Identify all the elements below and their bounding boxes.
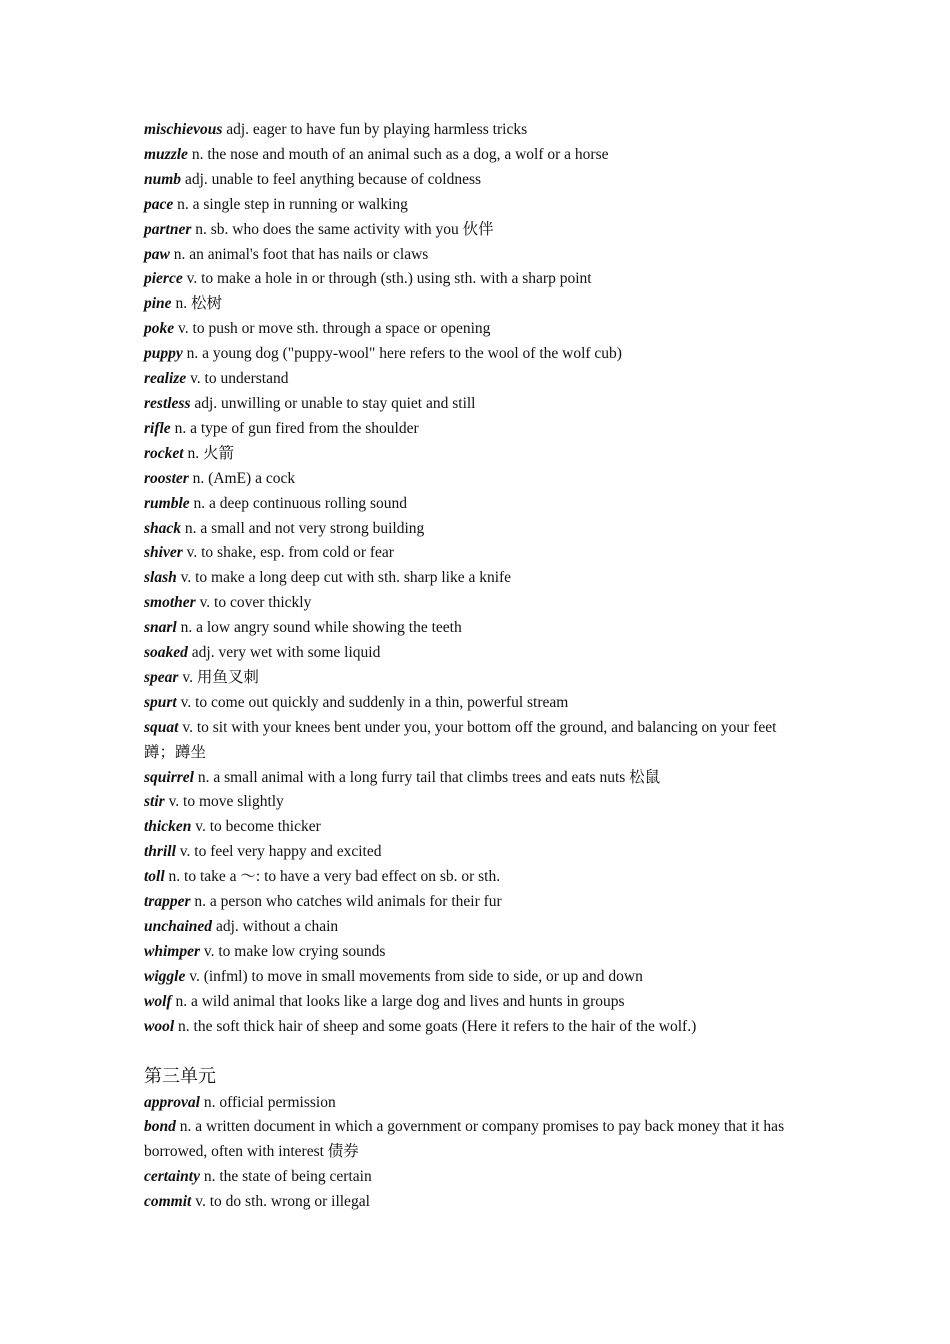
vocab-word: puppy <box>144 345 183 363</box>
vocab-word: soaked <box>144 644 188 662</box>
vocab-word: numb <box>144 170 182 188</box>
vocab-entry <box>144 1091 810 1116</box>
vocab-definition: n. a young dog ("puppy-wool" here refers to the wool of the wolf cub) <box>182 345 622 363</box>
vocab-entry <box>144 317 810 342</box>
vocab-word: stir <box>144 793 165 811</box>
vocab-word: toll <box>144 868 165 886</box>
vocab-word: whimper <box>144 942 200 960</box>
vocab-entry <box>144 467 810 492</box>
vocab-word: wiggle <box>144 967 186 985</box>
vocab-entry <box>144 541 810 566</box>
vocab-entry <box>144 965 810 990</box>
vocab-word: poke <box>144 320 175 338</box>
vocab-entry <box>144 267 810 292</box>
vocab-definition: v. to move slightly <box>164 793 284 811</box>
vocab-definition: n. the state of being certain <box>199 1168 372 1186</box>
vocab-word: snarl <box>144 619 177 637</box>
vocab-word: squat <box>144 718 179 736</box>
vocab-entry <box>144 865 810 890</box>
vocab-word: pace <box>144 195 174 213</box>
vocab-word: paw <box>144 245 170 263</box>
vocabulary-list-unit-3 <box>144 1091 810 1216</box>
vocab-entry <box>144 143 810 168</box>
vocab-definition: adj. without a chain <box>212 918 339 935</box>
vocab-definition: n. a low angry sound while showing the teeth <box>176 619 462 637</box>
vocab-definition: n. a person who catches wild animals for their fur <box>190 893 502 911</box>
vocabulary-list-unit-2 <box>144 118 810 1040</box>
vocab-definition: v. to sit with your knees bent under you, your bottom off the ground, and balancing on your feet 蹲；蹲坐 <box>144 718 777 761</box>
vocab-definition: n. a type of gun fired from the shoulder <box>170 419 419 437</box>
vocab-entry <box>144 566 810 591</box>
vocab-word: wool <box>144 1017 175 1035</box>
vocab-definition: adj. unable to feel anything because of coldness <box>181 170 482 188</box>
vocab-word: approval <box>144 1093 200 1111</box>
vocab-word: unchained <box>144 918 213 935</box>
vocab-definition: v. to do sth. wrong or illegal <box>191 1193 370 1211</box>
vocab-word: thrill <box>144 843 176 861</box>
vocab-entry <box>144 940 810 965</box>
vocab-definition: v. 用鱼叉刺 <box>178 668 259 686</box>
vocab-definition: v. to come out quickly and suddenly in a thin, powerful stream <box>176 693 569 711</box>
vocab-entry <box>144 392 810 417</box>
vocab-definition: v. to cover thickly <box>195 594 312 612</box>
vocab-entry <box>144 890 810 915</box>
vocab-word: squirrel <box>144 768 194 786</box>
vocab-word: wolf <box>144 992 172 1010</box>
vocab-definition: n. the soft thick hair of sheep and some goats (Here it refers to the hair of the wolf.) <box>174 1017 697 1035</box>
vocab-definition: v. to push or move sth. through a space or opening <box>174 320 491 338</box>
vocab-entry <box>144 1165 810 1190</box>
vocab-entry <box>144 243 810 268</box>
vocab-entry <box>144 517 810 542</box>
vocab-entry <box>144 616 810 641</box>
vocab-word: pierce <box>144 270 183 288</box>
vocab-entry <box>144 118 810 143</box>
vocab-definition: adj. unwilling or unable to stay quiet and still <box>190 394 476 412</box>
vocab-definition: n. a small animal with a long furry tail that climbs trees and eats nuts 松鼠 <box>193 768 661 786</box>
vocab-word: realize <box>144 370 187 388</box>
vocab-word: partner <box>144 220 192 238</box>
vocab-word: pine <box>144 295 172 313</box>
vocab-definition: n. official permission <box>199 1093 336 1111</box>
vocab-definition: n. a single step in running or walking <box>173 195 408 213</box>
vocab-entry <box>144 766 810 791</box>
vocab-word: mischievous <box>144 121 223 138</box>
vocab-definition: v. to make low crying sounds <box>199 942 386 960</box>
vocab-definition: n. sb. who does the same activity with you 伙伴 <box>191 220 494 238</box>
vocab-word: bond <box>144 1118 176 1136</box>
vocab-definition: v. (infml) to move in small movements from side to side, or up and down <box>185 967 643 985</box>
vocab-word: trapper <box>144 893 191 911</box>
vocab-word: restless <box>144 394 191 412</box>
vocab-entry <box>144 915 810 940</box>
vocab-word: rifle <box>144 419 171 437</box>
vocab-word: spurt <box>144 693 177 711</box>
vocab-entry <box>144 641 810 666</box>
vocab-entry <box>144 840 810 865</box>
vocab-entry <box>144 716 810 766</box>
vocab-definition: v. to shake, esp. from cold or fear <box>182 544 394 562</box>
vocab-word: thicken <box>144 818 192 836</box>
vocab-entry <box>144 218 810 243</box>
vocabulary-page <box>144 118 810 1215</box>
vocab-definition: n. to take a ～: to have a very bad effect on sb. or sth. <box>164 868 501 886</box>
vocab-word: shiver <box>144 544 183 562</box>
vocab-entry <box>144 168 810 193</box>
vocab-word: smother <box>144 594 196 612</box>
vocab-entry <box>144 292 810 317</box>
vocab-definition: n. a wild animal that looks like a large dog and lives and hunts in groups <box>171 992 625 1010</box>
vocab-definition: v. to make a hole in or through (sth.) using sth. with a sharp point <box>182 270 592 288</box>
vocab-word: rocket <box>144 444 184 462</box>
vocab-entry <box>144 815 810 840</box>
vocab-entry <box>144 193 810 218</box>
vocab-word: commit <box>144 1193 192 1211</box>
vocab-definition: n. 火箭 <box>183 444 234 462</box>
vocab-entry <box>144 1115 810 1165</box>
vocab-entry <box>144 442 810 467</box>
vocab-entry <box>144 342 810 367</box>
vocab-definition: v. to become thicker <box>191 818 321 836</box>
vocab-word: spear <box>144 668 179 686</box>
vocab-entry <box>144 1190 810 1215</box>
vocab-entry <box>144 492 810 517</box>
vocab-entry <box>144 666 810 691</box>
vocab-entry <box>144 367 810 392</box>
section-heading: 第三单元 <box>144 1065 216 1086</box>
vocab-word: rumble <box>144 494 190 512</box>
vocab-definition: n. a small and not very strong building <box>181 519 425 537</box>
vocab-entry <box>144 591 810 616</box>
vocab-word: slash <box>144 569 177 587</box>
vocab-definition: n. 松树 <box>171 295 222 313</box>
vocab-definition: n. an animal's foot that has nails or claws <box>169 245 429 263</box>
vocab-entry <box>144 1015 810 1040</box>
vocab-definition: n. a deep continuous rolling sound <box>189 494 408 512</box>
vocab-definition: v. to understand <box>186 370 289 388</box>
vocab-definition: v. to feel very happy and excited <box>175 843 382 861</box>
vocab-entry <box>144 790 810 815</box>
vocab-word: shack <box>144 519 182 537</box>
vocab-entry <box>144 417 810 442</box>
vocab-definition: n. a written document in which a government or company promises to pay back money that it has borrowed, often with interest 债券 <box>144 1118 785 1161</box>
vocab-word: muzzle <box>144 145 188 163</box>
vocab-definition: n. (AmE) a cock <box>188 469 296 487</box>
vocab-entry <box>144 990 810 1015</box>
vocab-entry <box>144 691 810 716</box>
vocab-word: certainty <box>144 1168 200 1186</box>
vocab-word: rooster <box>144 469 189 487</box>
vocab-definition: adj. very wet with some liquid <box>187 644 381 662</box>
vocab-definition: v. to make a long deep cut with sth. sharp like a knife <box>176 569 512 587</box>
vocab-definition: n. the nose and mouth of an animal such as a dog, a wolf or a horse <box>187 145 609 163</box>
vocab-definition: adj. eager to have fun by playing harmless tricks <box>222 121 528 138</box>
